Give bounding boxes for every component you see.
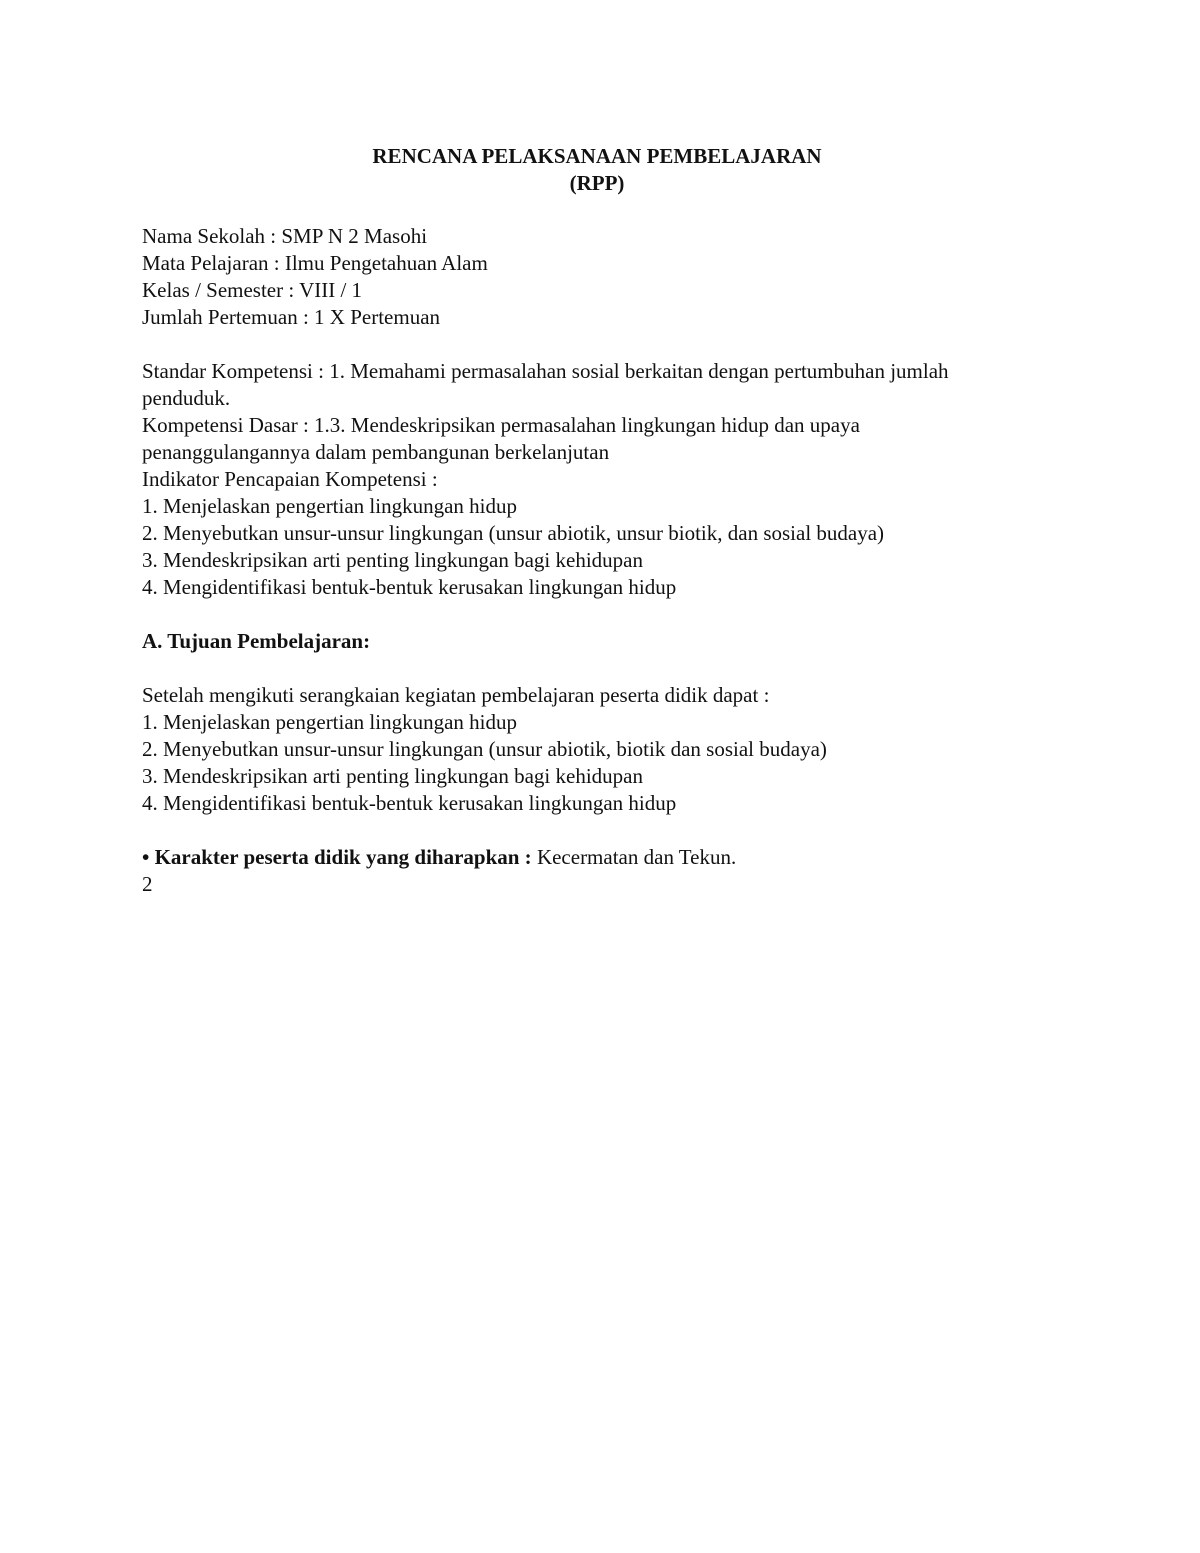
objectives-intro: Setelah mengikuti serangkaian kegiatan pembelajaran peserta didik dapat : <box>142 683 770 707</box>
subject-name: Mata Pelajaran : Ilmu Pengetahuan Alam <box>142 251 488 275</box>
competence-standard-line-1: Standar Kompetensi : 1. Memahami permasalahan sosial berkaitan dengan pertumbuhan jumlah <box>142 359 949 383</box>
class-semester: Kelas / Semester : VIII / 1 <box>142 278 363 302</box>
objective-item: 1. Menjelaskan pengertian lingkungan hidup <box>142 710 517 734</box>
indicator-item: 1. Menjelaskan pengertian lingkungan hidup <box>142 494 517 518</box>
objective-item: 3. Mendeskripsikan arti penting lingkungan bagi kehidupan <box>142 764 643 788</box>
school-name: Nama Sekolah : SMP N 2 Masohi <box>142 224 428 248</box>
indicator-item: 4. Mengidentifikasi bentuk-bentuk kerusakan lingkungan hidup <box>142 575 677 599</box>
page-number: 2 <box>142 872 153 896</box>
objective-item: 2. Menyebutkan unsur-unsur lingkungan (unsur abiotik, biotik dan sosial budaya) <box>142 737 827 761</box>
title-line-2: (RPP) <box>569 171 625 195</box>
character-line <box>142 844 1072 871</box>
character-label: • Karakter peserta didik yang diharapkan : <box>142 845 532 869</box>
basic-competence-line-1: Kompetensi Dasar : 1.3. Mendeskripsikan permasalahan lingkungan hidup dan upaya <box>142 413 860 437</box>
document-title <box>0 143 1194 197</box>
meeting-count: Jumlah Pertemuan : 1 X Pertemuan <box>142 305 441 329</box>
competence-standard-line-2: penduduk. <box>142 386 231 410</box>
spacer <box>142 817 1072 844</box>
objectives-heading: A. Tujuan Pembelajaran: <box>142 629 371 653</box>
indicator-item: 2. Menyebutkan unsur-unsur lingkungan (unsur abiotik, unsur biotik, dan sosial budaya) <box>142 521 885 545</box>
spacer <box>142 655 1072 682</box>
document-body <box>142 223 1072 898</box>
indicator-heading: Indikator Pencapaian Kompetensi : <box>142 467 438 491</box>
basic-competence-line-2: penanggulangannya dalam pembangunan berkelanjutan <box>142 440 610 464</box>
indicator-item: 3. Mendeskripsikan arti penting lingkungan bagi kehidupan <box>142 548 643 572</box>
title-line-1: RENCANA PELAKSANAAN PEMBELAJARAN <box>372 144 822 168</box>
character-value: Kecermatan dan Tekun. <box>531 845 737 869</box>
objective-item: 4. Mengidentifikasi bentuk-bentuk kerusakan lingkungan hidup <box>142 791 677 815</box>
spacer <box>142 331 1072 358</box>
spacer <box>142 601 1072 628</box>
